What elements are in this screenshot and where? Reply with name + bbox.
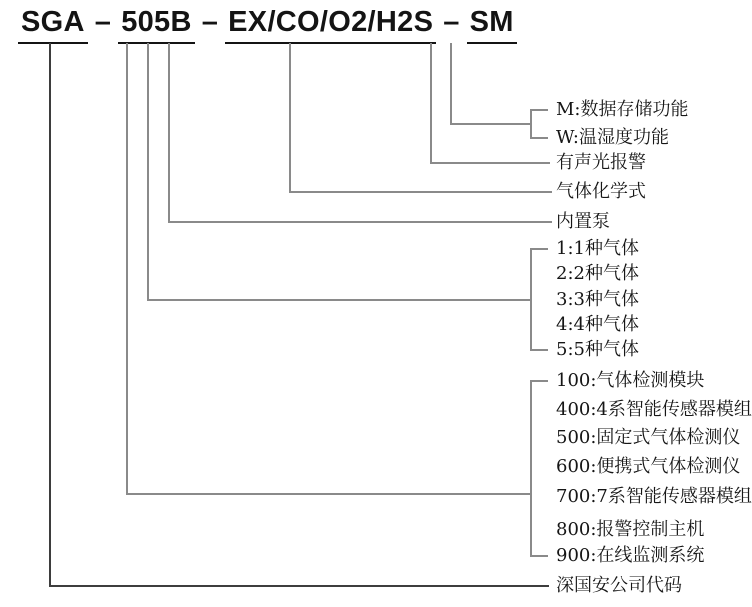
connector-company-vertical — [49, 43, 51, 587]
model-code-title — [18, 6, 517, 44]
bracket-mw-tick-top — [530, 109, 548, 111]
label-series-100: 100:气体检测模块 — [556, 370, 705, 391]
connector-company-horizontal — [49, 585, 549, 587]
connector-formula-horizontal — [289, 191, 552, 193]
connector-alarm-horizontal — [430, 162, 550, 164]
label-series-700: 700:7系智能传感器模组 — [556, 486, 752, 507]
connector-pump-horizontal — [168, 221, 552, 223]
label-gas-count-2: 2:2种气体 — [556, 263, 639, 284]
connector-memory-horizontal — [450, 123, 532, 125]
connector-pump-vertical — [168, 43, 170, 223]
connector-memory-vertical — [450, 43, 452, 125]
dash-separator: – — [94, 6, 112, 38]
connector-series-horizontal — [126, 493, 532, 495]
model-gas-formula: EX/CO/O2/H2S — [225, 6, 436, 44]
bracket-mw-tick-bottom — [530, 137, 548, 139]
bracket-gas-count-vertical — [530, 248, 532, 351]
label-series-900: 900:在线监测系统 — [556, 545, 705, 566]
label-series-600: 600:便携式气体检测仪 — [556, 456, 741, 477]
bracket-series-vertical — [530, 380, 532, 557]
label-gas-count-3: 3:3种气体 — [556, 289, 639, 310]
label-series-400: 400:4系智能传感器模组 — [556, 399, 752, 420]
label-series-500: 500:固定式气体检测仪 — [556, 427, 741, 448]
connector-alarm-vertical — [430, 43, 432, 164]
bracket-mw-vertical — [530, 109, 532, 139]
label-memory-function: M:数据存储功能 — [556, 99, 689, 120]
bracket-series-tick-bottom — [530, 555, 548, 557]
bracket-gas-count-tick-top — [530, 248, 548, 250]
model-suffix: SM — [467, 6, 517, 44]
label-alarm: 有声光报警 — [556, 152, 646, 173]
connector-gas-count-vertical — [147, 43, 149, 301]
dash-separator: – — [201, 6, 219, 38]
label-gas-count-1: 1:1种气体 — [556, 238, 639, 259]
label-company-code: 深国安公司代码 — [556, 575, 682, 596]
dash-separator: – — [443, 6, 460, 38]
bracket-gas-count-tick-bottom — [530, 349, 548, 351]
label-pump: 内置泵 — [556, 211, 610, 232]
label-gas-formula: 气体化学式 — [556, 181, 646, 202]
bracket-series-tick-top — [530, 380, 548, 382]
connector-series-vertical — [126, 43, 128, 495]
model-prefix: SGA — [18, 6, 88, 44]
model-series-code: 505B — [118, 6, 195, 44]
connector-gas-count-horizontal — [147, 299, 532, 301]
connector-formula-vertical — [289, 43, 291, 193]
label-gas-count-5: 5:5种气体 — [556, 339, 639, 360]
label-series-800: 800:报警控制主机 — [556, 519, 705, 540]
label-humidity-function: W:温湿度功能 — [556, 127, 670, 148]
label-gas-count-4: 4:4种气体 — [556, 314, 639, 335]
